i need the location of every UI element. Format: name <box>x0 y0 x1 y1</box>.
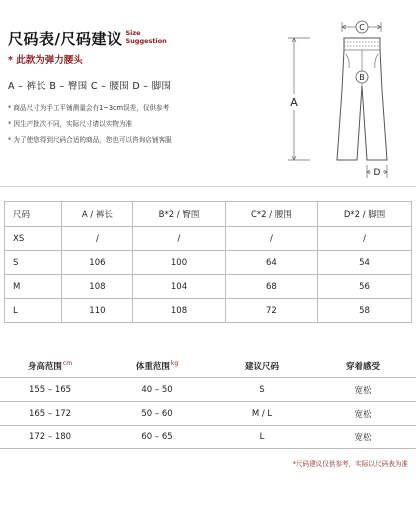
header-height-range: 身高范围$^{cm}$ <box>27 360 73 372</box>
fit-suggestion-table <box>0 355 416 449</box>
label-b: B <box>359 73 365 82</box>
fit-feel-cell: 宽松 <box>354 385 372 396</box>
weight-unit: kg <box>170 360 179 367</box>
table-row <box>0 401 416 425</box>
hip-cell: 100 <box>133 251 225 275</box>
suggested-size-cell: S <box>259 384 265 395</box>
size-cell: M <box>5 275 62 299</box>
hip-cell: 108 <box>133 299 225 323</box>
hip-cell: 104 <box>133 275 225 299</box>
weight-cell: 60 – 65 <box>141 432 173 442</box>
header-hip: B*2 / 臀围 <box>133 202 225 227</box>
weight-cell: 40 – 50 <box>141 384 173 395</box>
elastic-waist-note: * 此款为弹力腰头 <box>8 55 83 66</box>
measurement-notes <box>8 102 172 150</box>
title-english <box>125 30 166 45</box>
size-cell: S <box>5 251 62 275</box>
note-item: * 为了使您得到尺码合适的商品，您也可以咨询店铺客服 <box>8 136 172 144</box>
header-size: 尺码 <box>5 202 62 227</box>
table-row <box>5 227 412 251</box>
title-english-line2: Suggestion <box>125 36 167 45</box>
measurement-legend: A – 裤长 B – 臀围 C – 腰围 D – 脚围 <box>8 81 172 92</box>
title-english-line1: Size <box>125 29 141 37</box>
table-row <box>5 299 412 323</box>
table-row <box>5 251 412 275</box>
size-footnote: *尺码建议仅供参考，实际以尺码表为准 <box>292 460 408 468</box>
height-cell: 172 – 180 <box>28 432 72 442</box>
label-c: C <box>359 23 365 32</box>
hem-cell: / <box>318 227 412 251</box>
page-title: 尺码表/尺码建议 <box>8 30 123 48</box>
waist-cell: / <box>225 227 318 251</box>
fit-feel-cell: 宽松 <box>354 409 372 420</box>
table-row <box>0 377 416 401</box>
label-a: A <box>290 96 298 109</box>
section-divider <box>0 186 416 187</box>
size-cell: L <box>5 299 62 323</box>
fit-feel-cell: 宽松 <box>354 433 372 443</box>
suggested-size-cell: M / L <box>251 408 273 419</box>
length-cell: 108 <box>62 275 133 299</box>
size-chart-table <box>4 201 412 323</box>
length-cell: / <box>62 227 133 251</box>
suggested-size-cell: L <box>259 432 265 442</box>
size-table-header <box>5 202 412 227</box>
header-hem: D*2 / 脚围 <box>318 202 412 227</box>
header-length: A / 裤长 <box>62 202 133 227</box>
header-waist: C*2 / 腰围 <box>225 202 318 227</box>
fit-table-header <box>0 355 416 377</box>
hem-cell: 58 <box>318 299 412 323</box>
header-weight-range: 体重范围$^{kg}$ <box>135 360 179 372</box>
height-unit: cm <box>62 360 73 367</box>
note-item: * 商品尺寸为手工平铺测量会有1~3cm误差，仅供参考 <box>8 104 170 112</box>
pants-diagram <box>280 20 412 182</box>
weight-cell: 50 – 60 <box>141 408 173 419</box>
hem-cell: 54 <box>318 251 412 275</box>
height-cell: 165 – 172 <box>28 408 72 419</box>
waist-cell: 64 <box>225 251 318 275</box>
hem-cell: 56 <box>318 275 412 299</box>
waist-cell: 72 <box>225 299 318 323</box>
size-cell: XS <box>5 227 62 251</box>
length-cell: 110 <box>62 299 133 323</box>
hip-cell: / <box>133 227 225 251</box>
length-cell: 106 <box>62 251 133 275</box>
height-cell: 155 – 165 <box>28 384 72 395</box>
label-d: D <box>373 168 381 178</box>
table-row <box>5 275 412 299</box>
header-suggested-size: 建议尺码 <box>244 362 279 372</box>
table-row <box>0 425 416 449</box>
note-item: * 因生产批次不同，实际尺寸请以实物为准 <box>8 120 133 128</box>
waist-cell: 68 <box>225 275 318 299</box>
page-header <box>8 28 167 49</box>
header-fit-feel: 穿着感受 <box>345 362 380 372</box>
